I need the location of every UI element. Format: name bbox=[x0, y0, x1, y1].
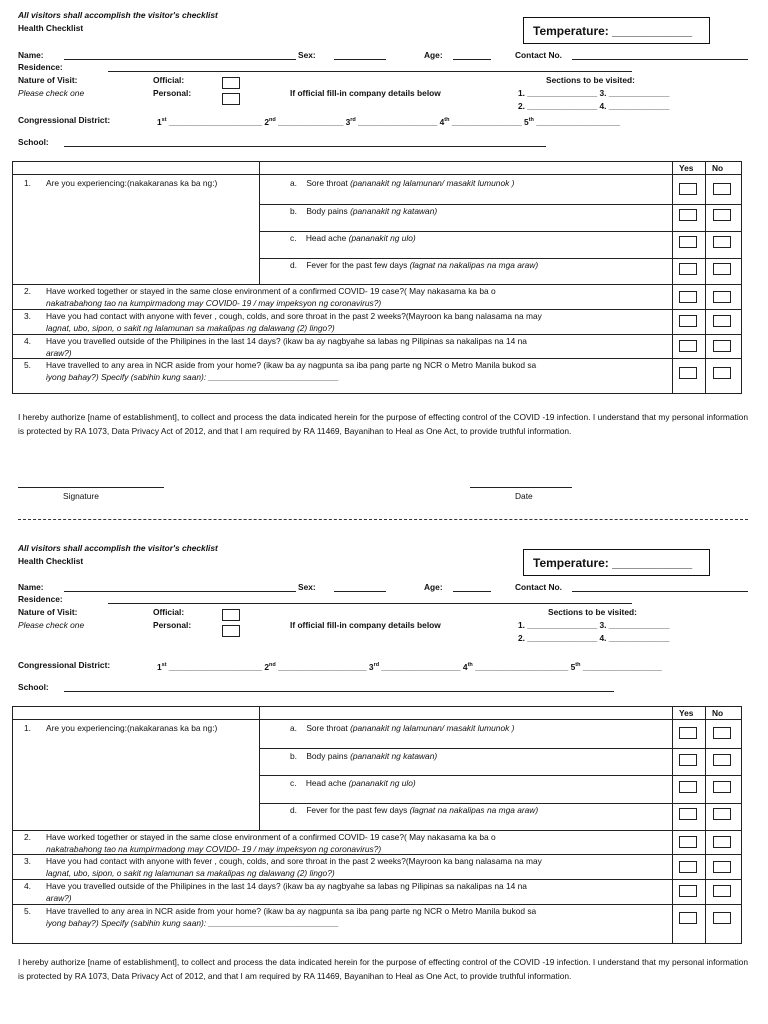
cut-line bbox=[18, 519, 748, 520]
question-5: 5. Have travelled to any area in NCR aside from your home? (ikaw ba ay nagpunta sa iba pang parte ng NCR o Metro Manila bukod sa iyong bahay?) Specify (sabihin kung saan): ____________________________ bbox=[24, 360, 537, 382]
sub-item-d: d. Fever for the past few days (lagnat na nakalipas na mga araw) bbox=[290, 260, 539, 270]
no-checkbox-q2[interactable] bbox=[713, 836, 731, 848]
sub-item-b: b. Body pains (pananakit ng katawan) bbox=[290, 751, 438, 761]
company-note: If official fill-in company details below bbox=[290, 88, 441, 98]
yes-checkbox-q2[interactable] bbox=[679, 836, 697, 848]
no-checkbox-c[interactable] bbox=[713, 781, 731, 793]
personal-checkbox[interactable] bbox=[222, 625, 240, 637]
no-checkbox-q5[interactable] bbox=[713, 912, 731, 924]
contact-label: Contact No. bbox=[515, 50, 562, 60]
no-checkbox-d[interactable] bbox=[713, 808, 731, 820]
nature-label: Nature of Visit: bbox=[18, 607, 78, 617]
yes-header: Yes bbox=[679, 163, 694, 173]
yes-checkbox-c[interactable] bbox=[679, 236, 697, 248]
no-checkbox-c[interactable] bbox=[713, 236, 731, 248]
date-field[interactable] bbox=[470, 487, 572, 488]
form-title: Health Checklist bbox=[18, 23, 84, 33]
age-field[interactable] bbox=[453, 59, 491, 60]
yes-checkbox-q2[interactable] bbox=[679, 291, 697, 303]
question-3: 3. Have you had contact with anyone with fever , cough, colds, and sore throat in the past 2 weeks?(Mayroon ka bang nalasama na may lagnat, ubo, sipon, o sakit ng lalamunan sa makalipas ng dalawang (2) lingo?) bbox=[24, 311, 542, 333]
sections-label: Sections to be visited: bbox=[548, 607, 637, 617]
yes-checkbox-a[interactable] bbox=[679, 183, 697, 195]
official-checkbox[interactable] bbox=[222, 77, 240, 89]
sub-item-d: d. Fever for the past few days (lagnat na nakalipas na mga araw) bbox=[290, 805, 539, 815]
contact-field[interactable] bbox=[572, 591, 748, 592]
yes-checkbox-a[interactable] bbox=[679, 727, 697, 739]
check-one-hint: Please check one bbox=[18, 620, 85, 630]
check-one-hint: Please check one bbox=[18, 88, 85, 98]
consent-text: I hereby authorize [name of establishment], to collect and process the data indicated herein for the purpose of effecting control of the COVID -19 infection. I understand that my personal information is protected by RA 1073, Data Privacy Act of 2012, and that I am required by RA 11469, Bayanihan to Heal as One Act, to provide truthful information. bbox=[18, 412, 748, 436]
district-fields[interactable]: 1st ____________________ 2nd ______________ 3rd _________________ 4th _______________ 5th __________________ bbox=[157, 117, 621, 127]
school-field[interactable] bbox=[64, 691, 614, 692]
name-field[interactable] bbox=[64, 59, 296, 60]
official-label: Official: bbox=[153, 607, 185, 617]
no-checkbox-a[interactable] bbox=[713, 727, 731, 739]
district-label: Congressional District: bbox=[18, 115, 111, 125]
q1-text: Are you experiencing:(nakakaranas ka ba ng:) bbox=[46, 178, 218, 188]
residence-field[interactable] bbox=[108, 71, 632, 72]
temperature-label: Temperature: ____________ bbox=[533, 556, 693, 570]
no-header: No bbox=[712, 708, 724, 718]
yes-checkbox-c[interactable] bbox=[679, 781, 697, 793]
no-checkbox-q5[interactable] bbox=[713, 367, 731, 379]
personal-label: Personal: bbox=[153, 620, 192, 630]
no-checkbox-a[interactable] bbox=[713, 183, 731, 195]
visitor-note: All visitors shall accomplish the visitor's checklist bbox=[18, 10, 218, 20]
school-label: School: bbox=[18, 682, 49, 692]
signature-label: Signature bbox=[63, 491, 99, 501]
sex-label: Sex: bbox=[298, 582, 316, 592]
temperature-box[interactable] bbox=[523, 549, 710, 576]
no-checkbox-d[interactable] bbox=[713, 263, 731, 275]
residence-label: Residence: bbox=[18, 594, 63, 604]
yes-checkbox-q5[interactable] bbox=[679, 367, 697, 379]
company-note: If official fill-in company details below bbox=[290, 620, 441, 630]
sections-row-2[interactable]: 2. _______________ 4. _____________ bbox=[518, 101, 670, 111]
no-checkbox-b[interactable] bbox=[713, 754, 731, 766]
name-label: Name: bbox=[18, 50, 44, 60]
district-label: Congressional District: bbox=[18, 660, 111, 670]
no-checkbox-q3[interactable] bbox=[713, 861, 731, 873]
yes-checkbox-b[interactable] bbox=[679, 209, 697, 221]
no-checkbox-q4[interactable] bbox=[713, 340, 731, 352]
residence-label: Residence: bbox=[18, 62, 63, 72]
nature-label: Nature of Visit: bbox=[18, 75, 78, 85]
question-4: 4. Have you travelled outside of the Philipines in the last 14 days? (ikaw ba ay nagbyahe sa labas ng Pilipinas sa nakalipas na 14 na araw?) bbox=[24, 881, 527, 903]
yes-checkbox-q4[interactable] bbox=[679, 885, 697, 897]
question-2: 2. Have worked together or stayed in the same close environment of a confirmed COVID- 19 case?( May nakasama ka ba o nakatrabahong tao na kumpirmadong may COVID0- 19 / may impeksyon ng coronavirus?) bbox=[24, 832, 496, 854]
school-field[interactable] bbox=[64, 146, 546, 147]
sections-label: Sections to be visited: bbox=[546, 75, 635, 85]
question-2: 2. Have worked together or stayed in the same close environment of a confirmed COVID- 19 case?( May nakasama ka ba o nakatrabahong tao na kumpirmadong may COVID0- 19 / may impeksyon ng coronavirus?) bbox=[24, 286, 496, 308]
contact-label: Contact No. bbox=[515, 582, 562, 592]
no-header: No bbox=[712, 163, 724, 173]
form-title: Health Checklist bbox=[18, 556, 84, 566]
age-label: Age: bbox=[424, 50, 443, 60]
yes-checkbox-d[interactable] bbox=[679, 263, 697, 275]
sub-item-a: a. Sore throat (pananakit ng lalamunan/ masakit lumunok ) bbox=[290, 723, 515, 733]
sections-row-2[interactable]: 2. _______________ 4. _____________ bbox=[518, 633, 670, 643]
visitor-note: All visitors shall accomplish the visitor's checklist bbox=[18, 543, 218, 553]
question-3: 3. Have you had contact with anyone with fever , cough, colds, and sore throat in the past 2 weeks?(Mayroon ka bang nalasama na may lagnat, ubo, sipon, o sakit ng lalamunan sa makalipas ng dalawang (2) lingo?) bbox=[24, 856, 542, 878]
yes-checkbox-b[interactable] bbox=[679, 754, 697, 766]
official-checkbox[interactable] bbox=[222, 609, 240, 621]
no-checkbox-q4[interactable] bbox=[713, 885, 731, 897]
yes-checkbox-q3[interactable] bbox=[679, 315, 697, 327]
no-checkbox-q2[interactable] bbox=[713, 291, 731, 303]
sex-label: Sex: bbox=[298, 50, 316, 60]
q1-text: Are you experiencing:(nakakaranas ka ba ng:) bbox=[46, 723, 218, 733]
sections-row-1[interactable]: 1. _______________ 3. _____________ bbox=[518, 88, 670, 98]
question-4: 4. Have you travelled outside of the Philipines in the last 14 days? (ikaw ba ay nagbyahe sa labas ng Pilipinas sa nakalipas na 14 na araw?) bbox=[24, 336, 527, 358]
date-label: Date bbox=[515, 491, 533, 501]
consent-text: I hereby authorize [name of establishment], to collect and process the data indicated herein for the purpose of effecting control of the COVID -19 infection. I understand that my personal information is protected by RA 1073, Data Privacy Act of 2012, and that I am required by RA 11469, Bayanihan to Heal as One Act, to provide truthful information. bbox=[18, 957, 748, 981]
sex-field[interactable] bbox=[334, 591, 386, 592]
name-label: Name: bbox=[18, 582, 44, 592]
sections-row-1[interactable]: 1. _______________ 3. _____________ bbox=[518, 620, 670, 630]
school-label: School: bbox=[18, 137, 49, 147]
question-5: 5. Have travelled to any area in NCR aside from your home? (ikaw ba ay nagpunta sa iba pang parte ng NCR o Metro Manila bukod sa iyong bahay?) Specify (sabihin kung saan): ____________________________ bbox=[24, 906, 537, 928]
yes-checkbox-q4[interactable] bbox=[679, 340, 697, 352]
contact-field[interactable] bbox=[572, 59, 748, 60]
no-checkbox-q3[interactable] bbox=[713, 315, 731, 327]
temperature-box[interactable] bbox=[523, 17, 710, 44]
q1-number: 1. bbox=[24, 178, 31, 188]
personal-checkbox[interactable] bbox=[222, 93, 240, 105]
name-field[interactable] bbox=[64, 591, 296, 592]
official-label: Official: bbox=[153, 75, 185, 85]
yes-header: Yes bbox=[679, 708, 694, 718]
personal-label: Personal: bbox=[153, 88, 192, 98]
q1-number: 1. bbox=[24, 723, 31, 733]
sub-item-c: c. Head ache (pananakit ng ulo) bbox=[290, 778, 416, 788]
sex-field[interactable] bbox=[334, 59, 386, 60]
yes-checkbox-d[interactable] bbox=[679, 808, 697, 820]
yes-checkbox-q5[interactable] bbox=[679, 912, 697, 924]
age-label: Age: bbox=[424, 582, 443, 592]
signature-field[interactable] bbox=[18, 487, 164, 488]
sub-item-c: c. Head ache (pananakit ng ulo) bbox=[290, 233, 416, 243]
yes-checkbox-q3[interactable] bbox=[679, 861, 697, 873]
district-fields[interactable]: 1st ____________________ 2nd ___________________ 3rd _________________ 4th ____________________ 5th _________________ bbox=[157, 662, 662, 672]
residence-field[interactable] bbox=[108, 603, 632, 604]
no-checkbox-b[interactable] bbox=[713, 209, 731, 221]
sub-item-a: a. Sore throat (pananakit ng lalamunan/ masakit lumunok ) bbox=[290, 178, 515, 188]
temperature-label: Temperature: ____________ bbox=[533, 24, 693, 38]
age-field[interactable] bbox=[453, 591, 491, 592]
sub-item-b: b. Body pains (pananakit ng katawan) bbox=[290, 206, 438, 216]
